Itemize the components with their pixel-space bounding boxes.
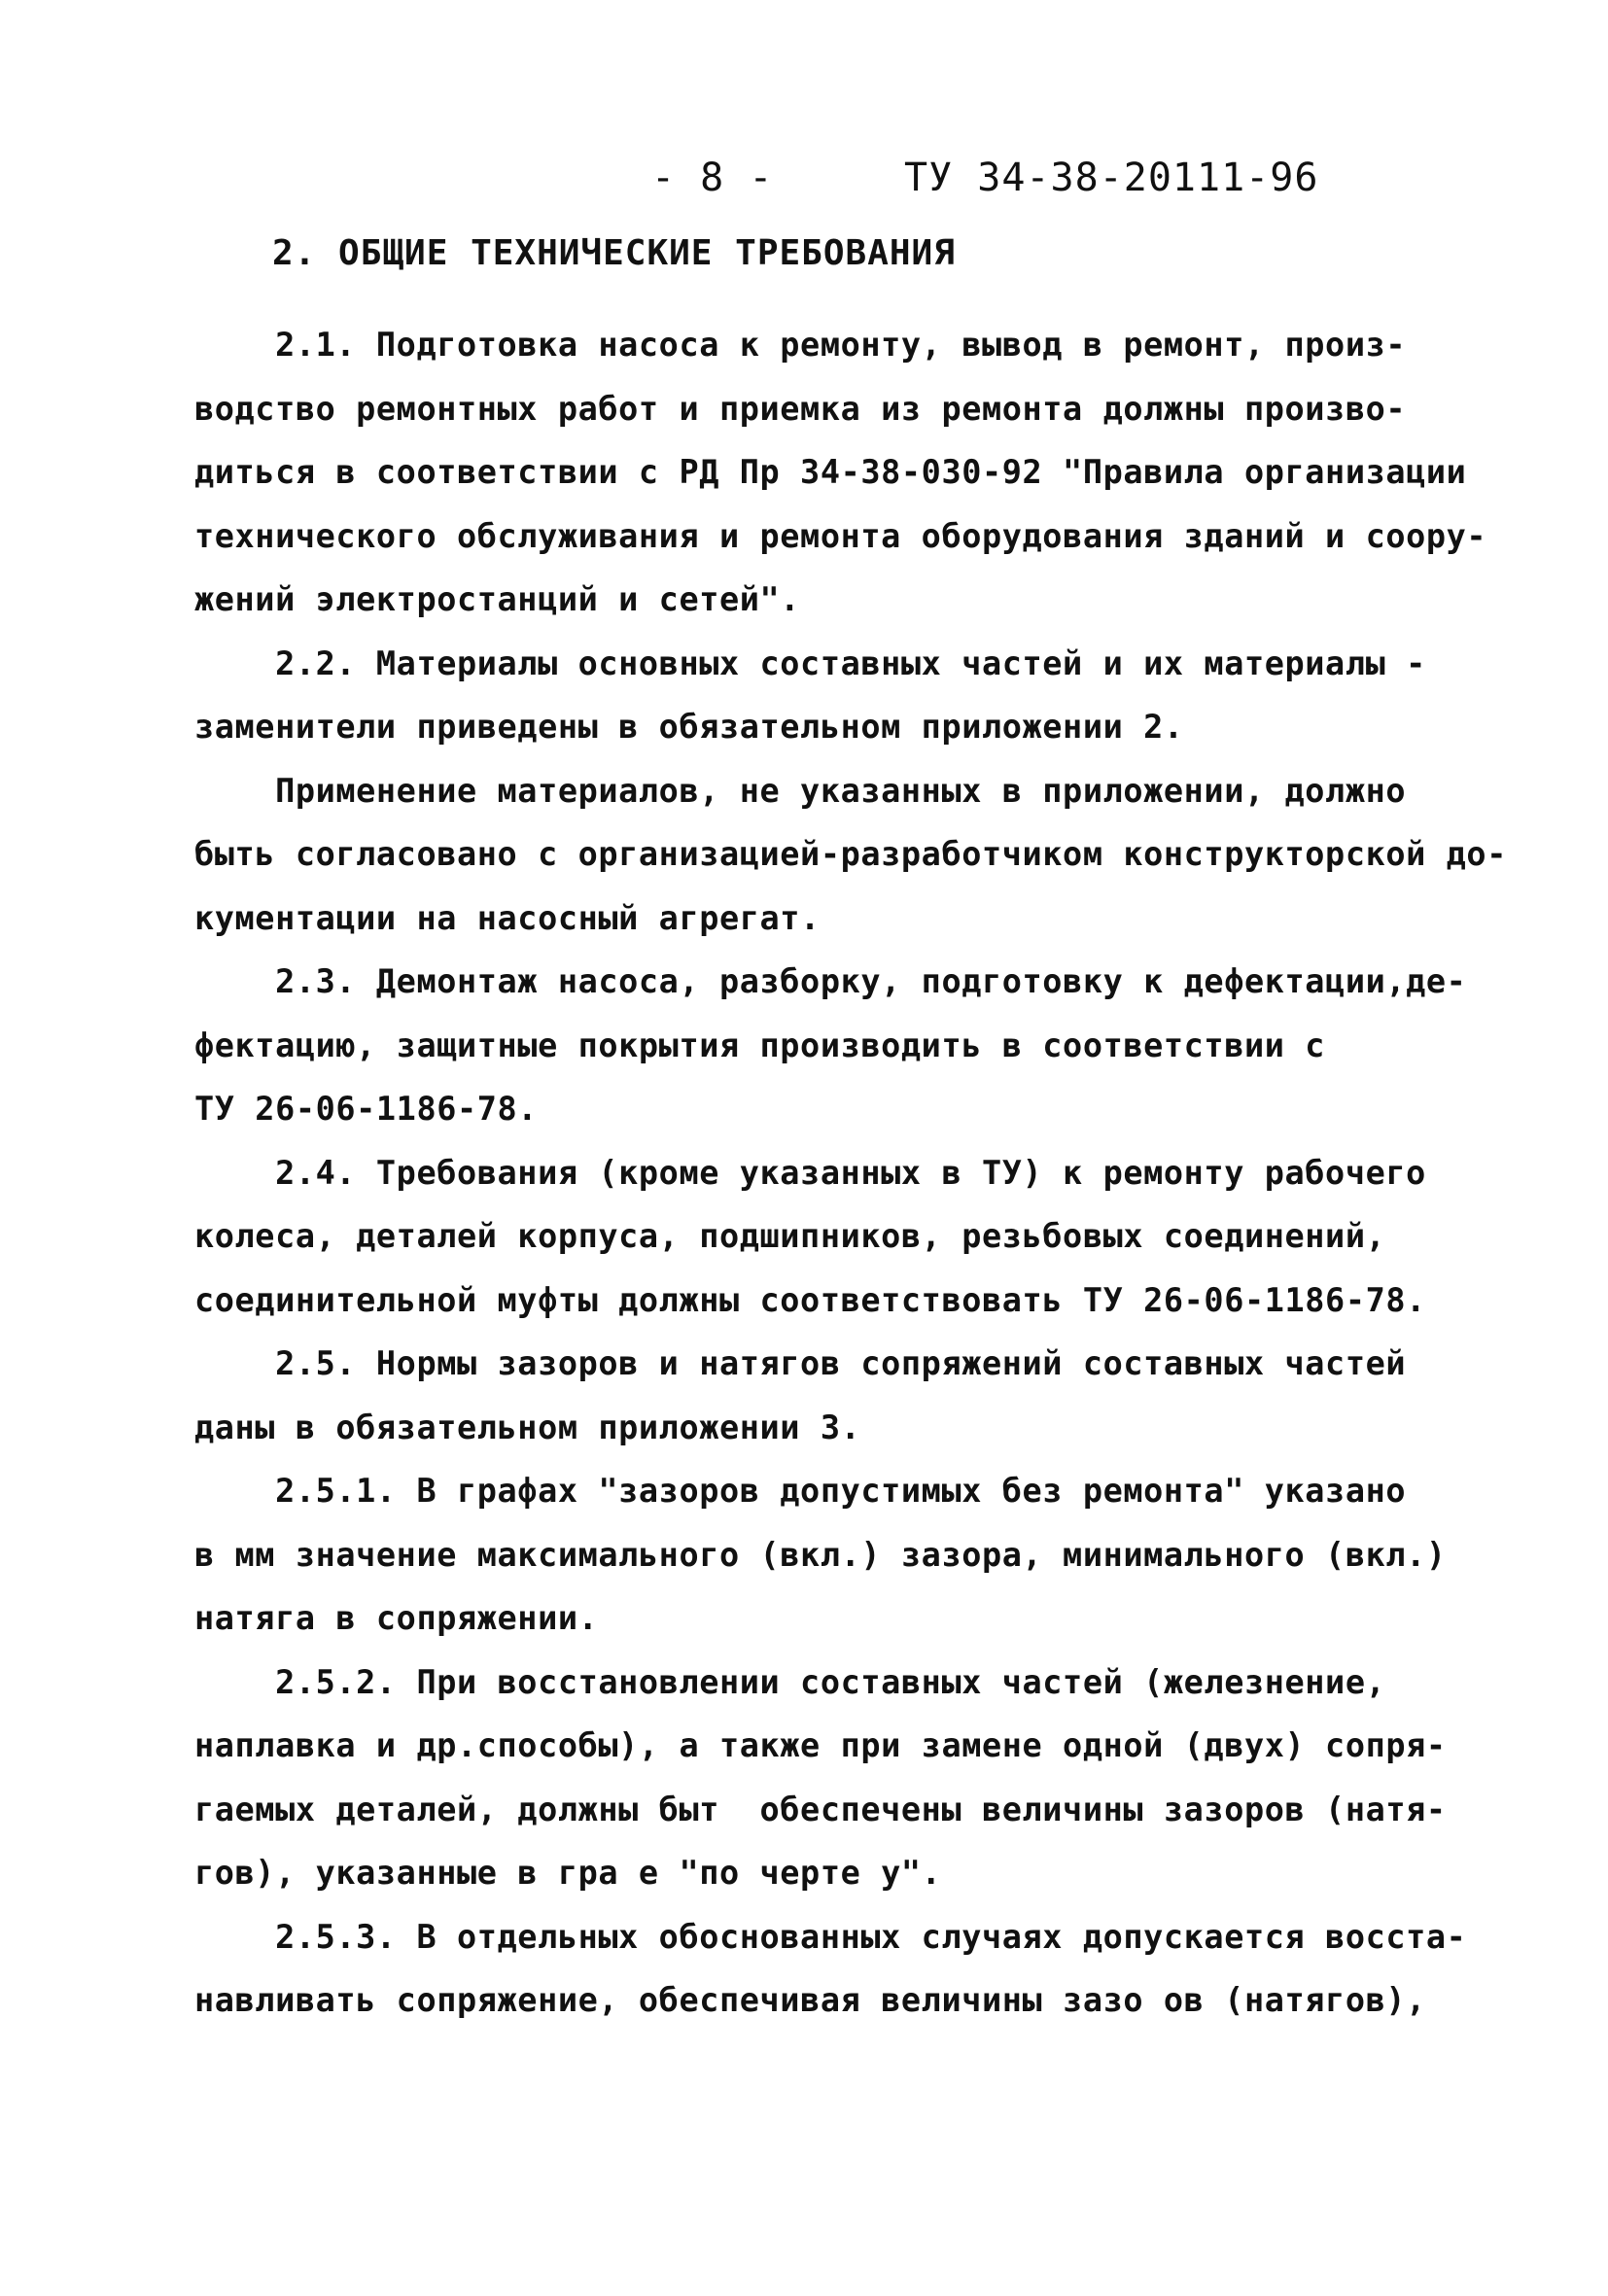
text-line: 2.5. Нормы зазоров и натягов сопряжений составных частей	[194, 1344, 1407, 1382]
body-text	[194, 313, 1507, 2033]
text-line: быть согласовано с организацией-разработчиком конструкторской до-	[194, 835, 1507, 873]
text-line: водство ремонтных работ и приемка из ремонта должны произво-	[194, 389, 1407, 428]
page-number: - 8 -	[651, 156, 774, 200]
text-line: в мм значение максимального (вкл.) зазора, минимального (вкл.)	[194, 1535, 1447, 1574]
text-line: фектацию, защитные покрытия производить в соответствии с	[194, 1026, 1326, 1064]
text-line: 2.4. Требования (кроме указанных в ТУ) к ремонту рабочего	[194, 1153, 1426, 1192]
text-line: колеса, деталей корпуса, подшипников, резьбовых соединений,	[194, 1217, 1386, 1255]
text-line: жений электростанций и сетей".	[194, 580, 801, 618]
text-line: наплавка и др.способы), а также при замене одной (двух) сопря-	[194, 1726, 1447, 1764]
text-line: 2.5.1. В графах "зазоров допустимых без ремонта" указано	[194, 1472, 1407, 1510]
text-line: навливать сопряжение, обеспечивая величины зазо ов (натягов),	[194, 1981, 1426, 2019]
text-line: заменители приведены в обязательном приложении 2.	[194, 708, 1184, 746]
text-line: даны в обязательном приложении 3.	[194, 1408, 861, 1446]
text-line: 2.1. Подготовка насоса к ремонту, вывод в ремонт, произ-	[194, 326, 1407, 364]
text-line: 2.2. Материалы основных составных частей и их материалы -	[194, 644, 1426, 682]
text-line: 2.5.3. В отдельных обоснованных случаях допускается восста-	[194, 1917, 1467, 1956]
text-line: соединительной муфты должны соответствовать ТУ 26-06-1186-78.	[194, 1280, 1426, 1319]
text-line: Применение материалов, не указанных в приложении, должно	[194, 771, 1407, 810]
text-line: ТУ 26-06-1186-78.	[194, 1090, 539, 1128]
section-title: 2. ОБЩИЕ ТЕХНИЧЕСКИЕ ТРЕБОВАНИЯ	[272, 233, 956, 273]
text-line: 2.5.2. При восстановлении составных частей (железнение,	[194, 1662, 1386, 1701]
text-line: гов), указанные в гра е "по черте у".	[194, 1854, 942, 1892]
document-code: ТУ 34-38-20111-96	[904, 156, 1319, 200]
text-line: натяга в сопряжении.	[194, 1599, 599, 1637]
text-line: диться в соответствии с РД Пр 34-38-030-92 "Правила организации	[194, 453, 1467, 491]
text-line: гаемых деталей, должны быт обеспечены величины зазоров (натя-	[194, 1790, 1447, 1828]
page-header	[0, 146, 1608, 214]
text-line: 2.3. Демонтаж насоса, разборку, подготовку к дефектации,де-	[194, 962, 1467, 1000]
text-line: кументации на насосный агрегат.	[194, 898, 821, 937]
text-line: технического обслуживания и ремонта оборудования зданий и соору-	[194, 516, 1487, 555]
